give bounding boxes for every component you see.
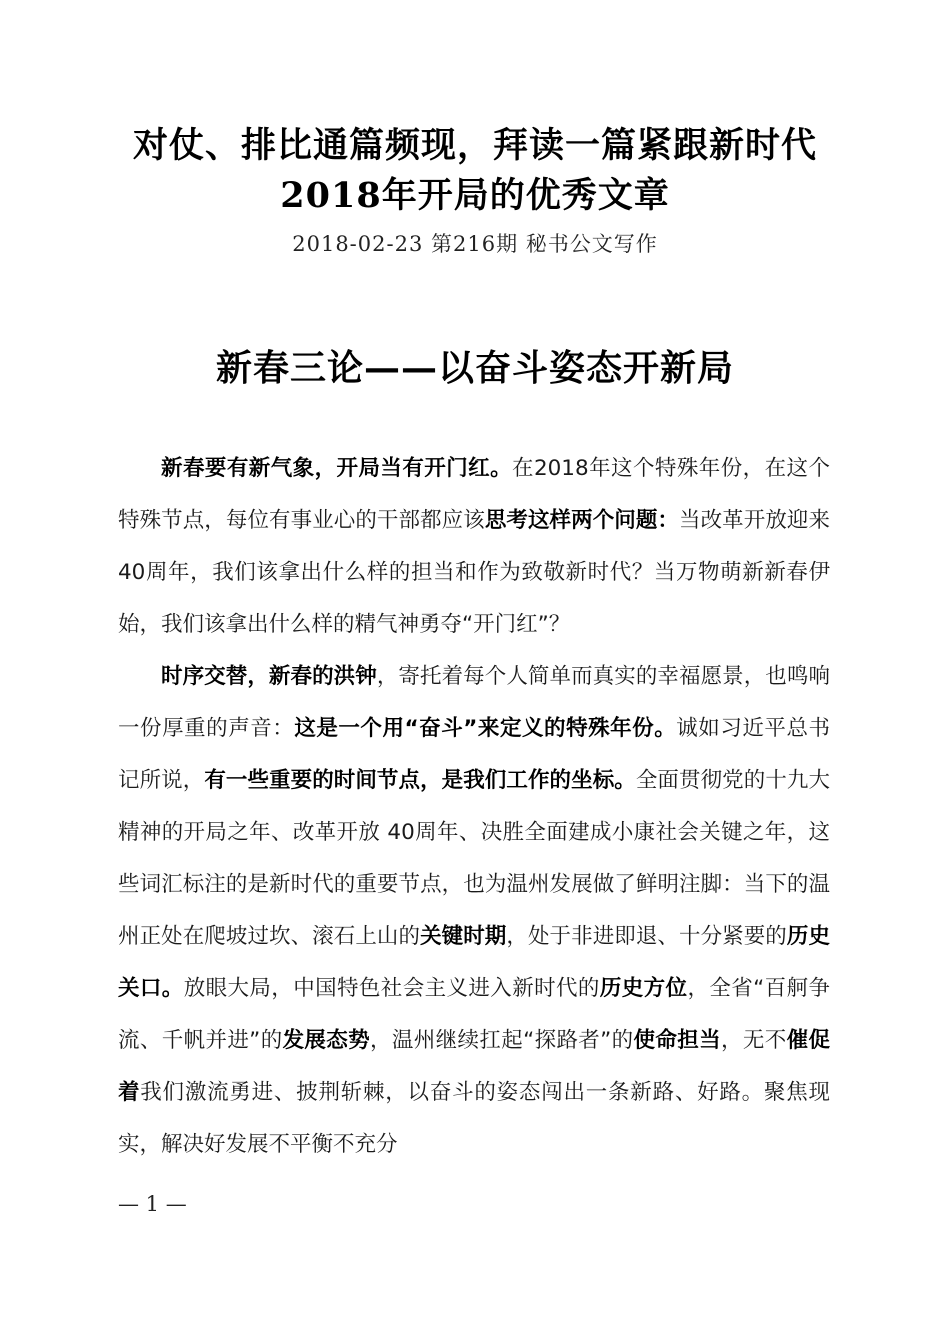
article-body [118, 443, 830, 1171]
bold-phrase: 历史方位 [599, 976, 688, 1001]
bold-phrase: 使命担当 [633, 1028, 722, 1053]
document-title-line-1: 对仗、排比通篇频现，拜读一篇紧跟新时代 [132, 125, 817, 166]
bold-phrase: 有一些重要的时间节点，是我们工作的坐标。 [204, 768, 636, 793]
bold-phrase: 思考这样两个问题： [484, 508, 680, 533]
document-title-line-2: 2018年开局的优秀文章 [280, 175, 670, 216]
publication-info: 2018-02-23 第216期 秘书公文写作 [292, 232, 658, 256]
text-run: 诚如习近平总书记所说， [118, 716, 830, 793]
paragraph-2 [118, 651, 830, 1171]
text-run: ，处于非进即退、十分紧要的 [506, 924, 787, 949]
bold-phrase: 这是一个用“奋斗”来定义的特殊年份。 [294, 716, 677, 741]
text-run: 当改革开放迎来40周年，我们该拿出什么样的担当和作为致敬新时代？当万物萌新新春伊始，我们该拿出什么样的精气神勇夺“开门红”？ [118, 508, 830, 637]
text-run: ，温州继续扛起“探路者”的 [370, 1028, 634, 1053]
bold-phrase: 发展态势 [282, 1028, 371, 1053]
bold-phrase: 新春要有新气象，开局当有开门红。 [161, 456, 513, 481]
text-run: ，寄托着每个人简单而真实的幸福愿景，也鸣响一份厚重的声音： [118, 664, 830, 741]
text-run: 在2018年这个特殊年份，在这个特殊节点，每位有事业心的干部都应该 [118, 456, 830, 533]
text-run: ，全省“百舸争流、千帆并进”的 [118, 976, 830, 1053]
page-number: — 1 — [118, 1192, 187, 1216]
bold-phrase: 催促着 [118, 1028, 830, 1105]
section-heading: 新春三论——以奋斗姿态开新局 [215, 347, 734, 389]
bold-phrase: 历史关口。 [118, 924, 830, 1001]
text-run: 放眼大局，中国特色社会主义进入新时代的 [183, 976, 600, 1001]
bold-phrase: 关键时期 [420, 924, 507, 949]
bold-phrase: 时序交替，新春的洪钟 [161, 664, 377, 689]
text-run: 全面贯彻党的十九大精神的开局之年、改革开放 40周年、决胜全面建成小康社会关键之年，这些词汇标注的是新时代的重要节点，也为温州发展做了鲜明注脚：当下的温州正处在爬坡过坎、滚石上山的 [118, 768, 830, 949]
paragraph-1 [118, 443, 830, 651]
text-run: 我们激流勇进、披荆斩棘，以奋斗的姿态闯出一条新路、好路。聚焦现实，解决好发展不平衡不充分 [118, 1080, 830, 1157]
text-run: ，无不 [721, 1028, 787, 1053]
